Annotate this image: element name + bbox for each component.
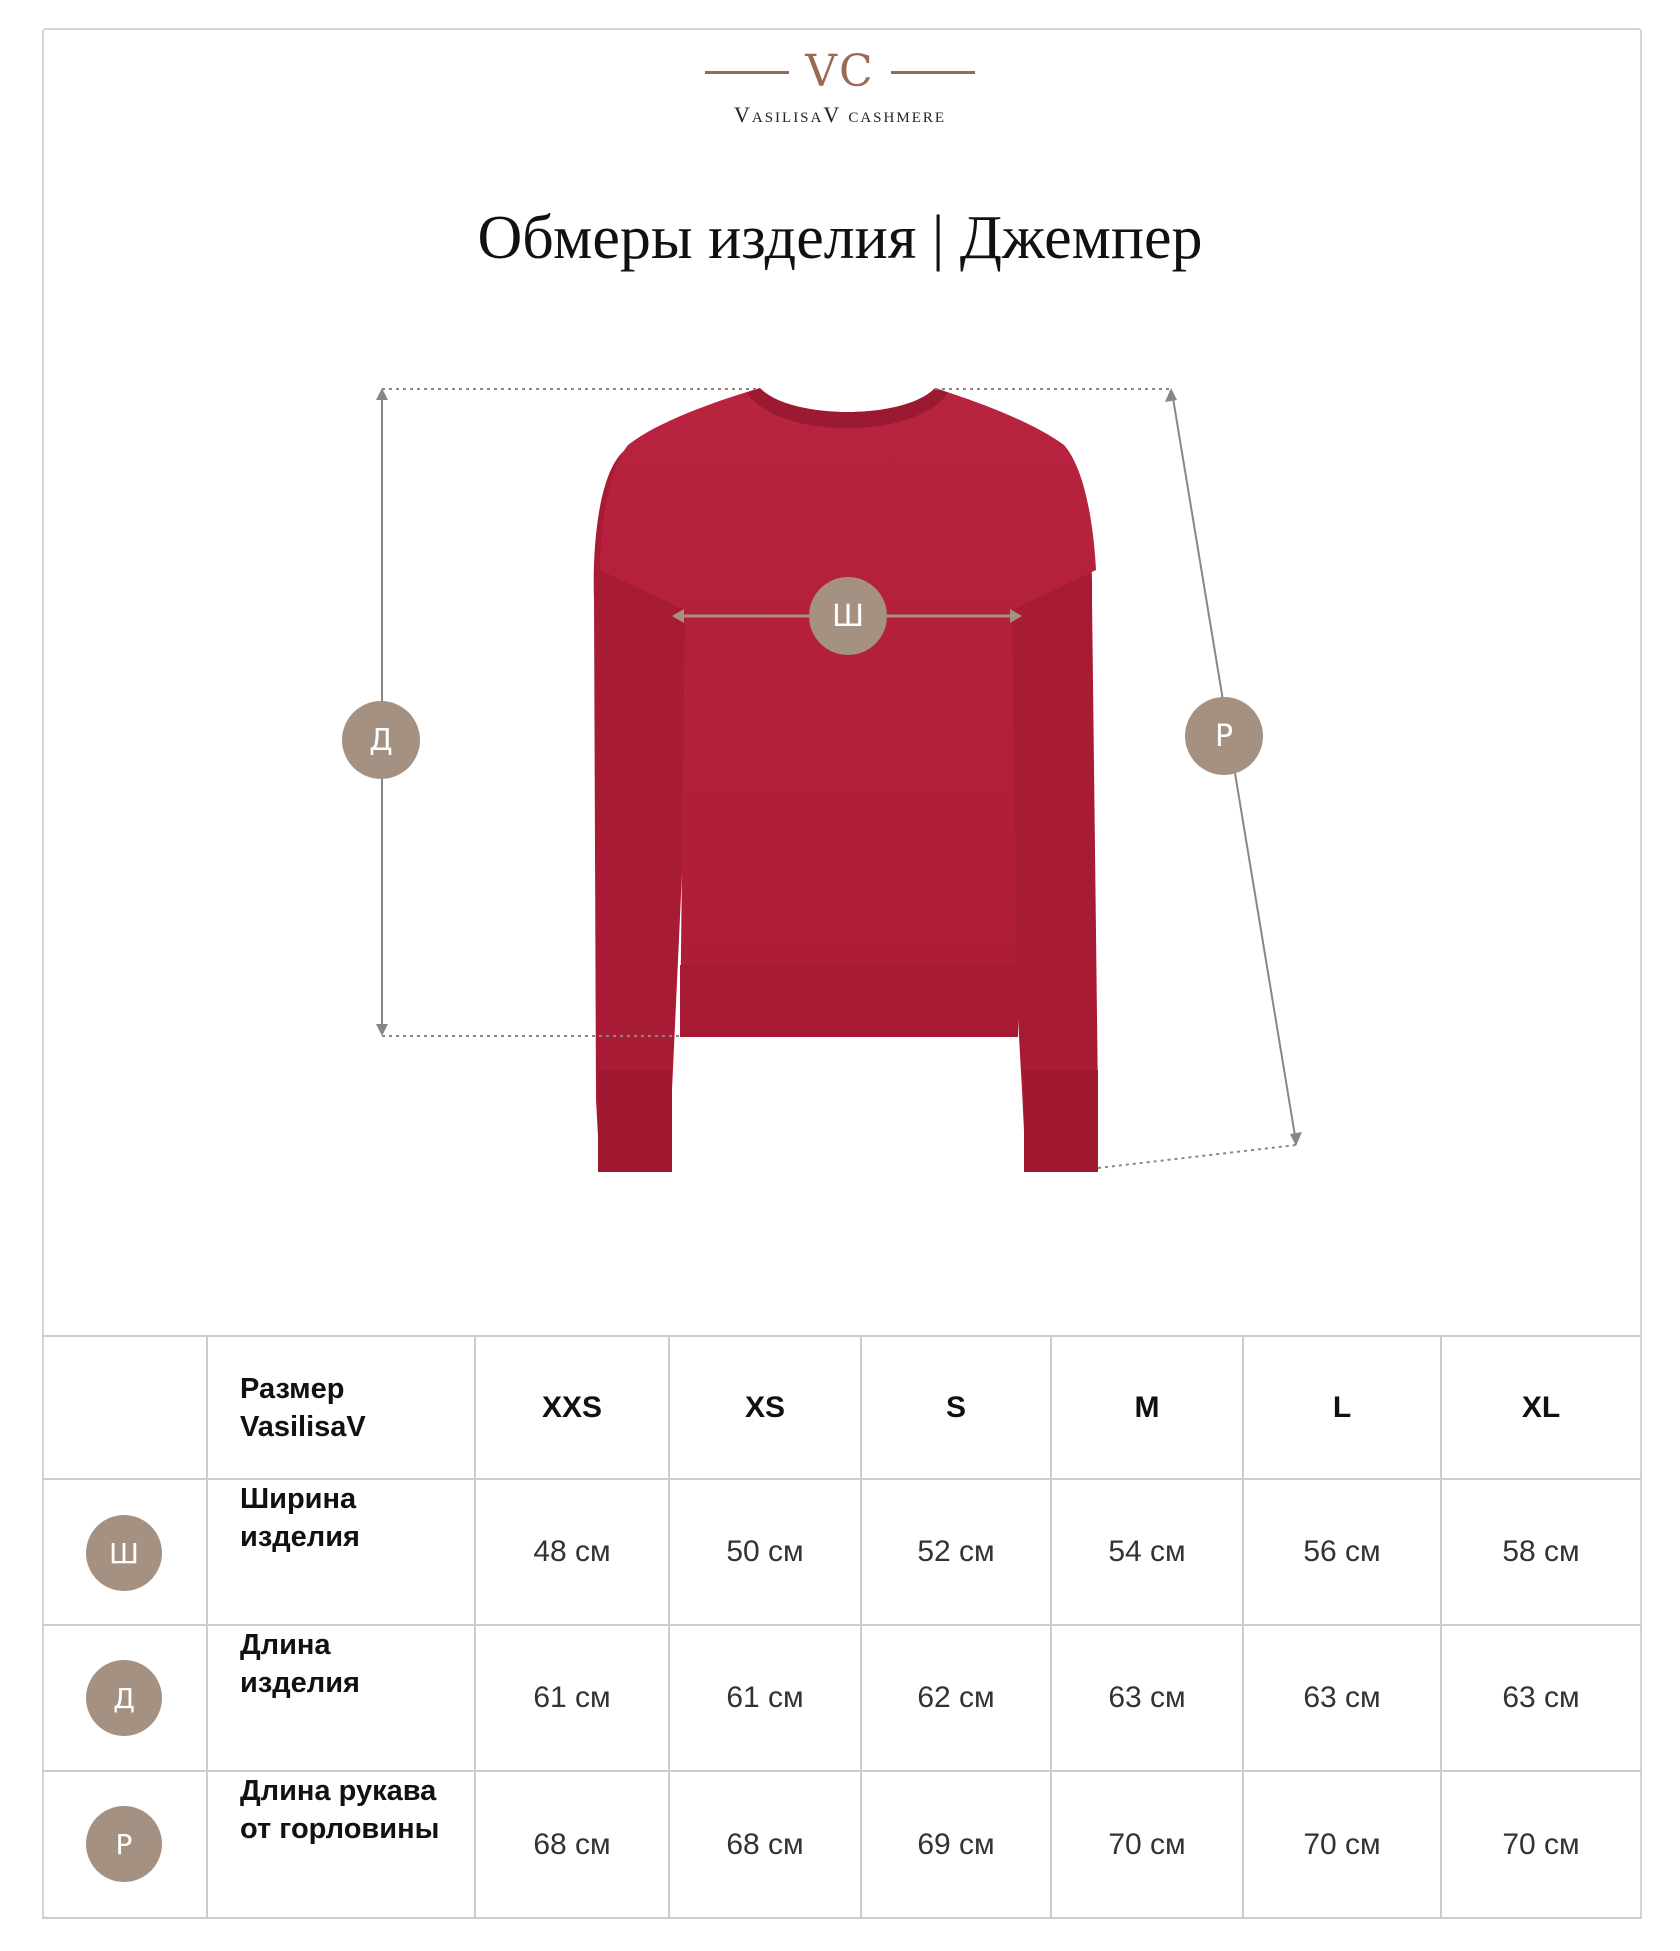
table-cell: 50 см xyxy=(726,1535,804,1568)
header-label-line2: VasilisaV xyxy=(240,1410,366,1443)
sleeve-arrow-bottom xyxy=(1290,1132,1302,1146)
width-row-icon: Ш xyxy=(86,1515,162,1591)
logo-wordmark: VasilisaV cashmere xyxy=(733,102,947,127)
left-cuff xyxy=(598,1070,672,1172)
right-cuff xyxy=(1024,1070,1098,1172)
size-header-xl: XL xyxy=(1521,1390,1561,1424)
table-cell: 70 см xyxy=(1303,1827,1381,1861)
table-header-label xyxy=(208,1337,474,1478)
sleeve-guide-bottom xyxy=(1098,1145,1296,1168)
size-header-xs: XS xyxy=(744,1390,786,1424)
table-cell: 69 см xyxy=(917,1827,995,1861)
table-cell: 54 см xyxy=(1108,1535,1186,1568)
logo-monogram: VC xyxy=(805,46,875,97)
sleeve-marker: Р xyxy=(1185,697,1263,775)
table-cell: 61 см xyxy=(533,1681,611,1714)
table-cell: 63 см xyxy=(1303,1681,1381,1714)
width-marker: Ш xyxy=(809,577,887,655)
header-label-line1: Размер xyxy=(240,1372,345,1405)
size-header-s: S xyxy=(945,1390,966,1424)
table-cell: 61 см xyxy=(726,1681,804,1714)
length-arrow-top xyxy=(376,388,388,400)
table-cell: 58 см xyxy=(1502,1535,1580,1568)
row-label-line2: от горловины xyxy=(240,1813,440,1845)
table-cell: 56 см xyxy=(1303,1535,1381,1568)
table-cell: 62 см xyxy=(917,1681,995,1714)
size-header-xxs: XXS xyxy=(541,1390,603,1424)
sleeve-row-icon: Р xyxy=(86,1806,162,1882)
table-cell: 70 см xyxy=(1108,1827,1186,1861)
size-header-l: L xyxy=(1332,1390,1352,1424)
sleeve-arrow-top xyxy=(1165,388,1177,402)
table-cell: 70 см xyxy=(1502,1827,1580,1861)
table-cell: 48 см xyxy=(533,1535,611,1568)
table-rule xyxy=(42,1917,1642,1919)
size-table xyxy=(42,1335,1642,1919)
row-label-line2: изделия xyxy=(240,1521,360,1553)
row-label-line2: изделия xyxy=(240,1667,360,1699)
row-label-sleeve xyxy=(208,1772,474,1917)
table-cell: 63 см xyxy=(1108,1681,1186,1714)
length-marker: Д xyxy=(342,701,420,779)
row-label-line1: Длина xyxy=(240,1629,331,1661)
length-row-icon: Д xyxy=(86,1660,162,1736)
table-cell: 63 см xyxy=(1502,1681,1580,1714)
table-cell: 68 см xyxy=(726,1827,804,1861)
length-arrow-bottom xyxy=(376,1024,388,1036)
table-cell: 68 см xyxy=(533,1827,611,1861)
row-label-width xyxy=(208,1480,474,1624)
page-title: Обмеры изделия | Джемпер xyxy=(477,204,1203,272)
row-label-length xyxy=(208,1626,474,1770)
table-cell: 52 см xyxy=(917,1535,995,1568)
row-label-line1: Ширина xyxy=(240,1483,357,1515)
row-label-line1: Длина рукава xyxy=(240,1775,437,1807)
size-header-m: M xyxy=(1134,1390,1160,1424)
hem-rib xyxy=(680,965,1018,1037)
